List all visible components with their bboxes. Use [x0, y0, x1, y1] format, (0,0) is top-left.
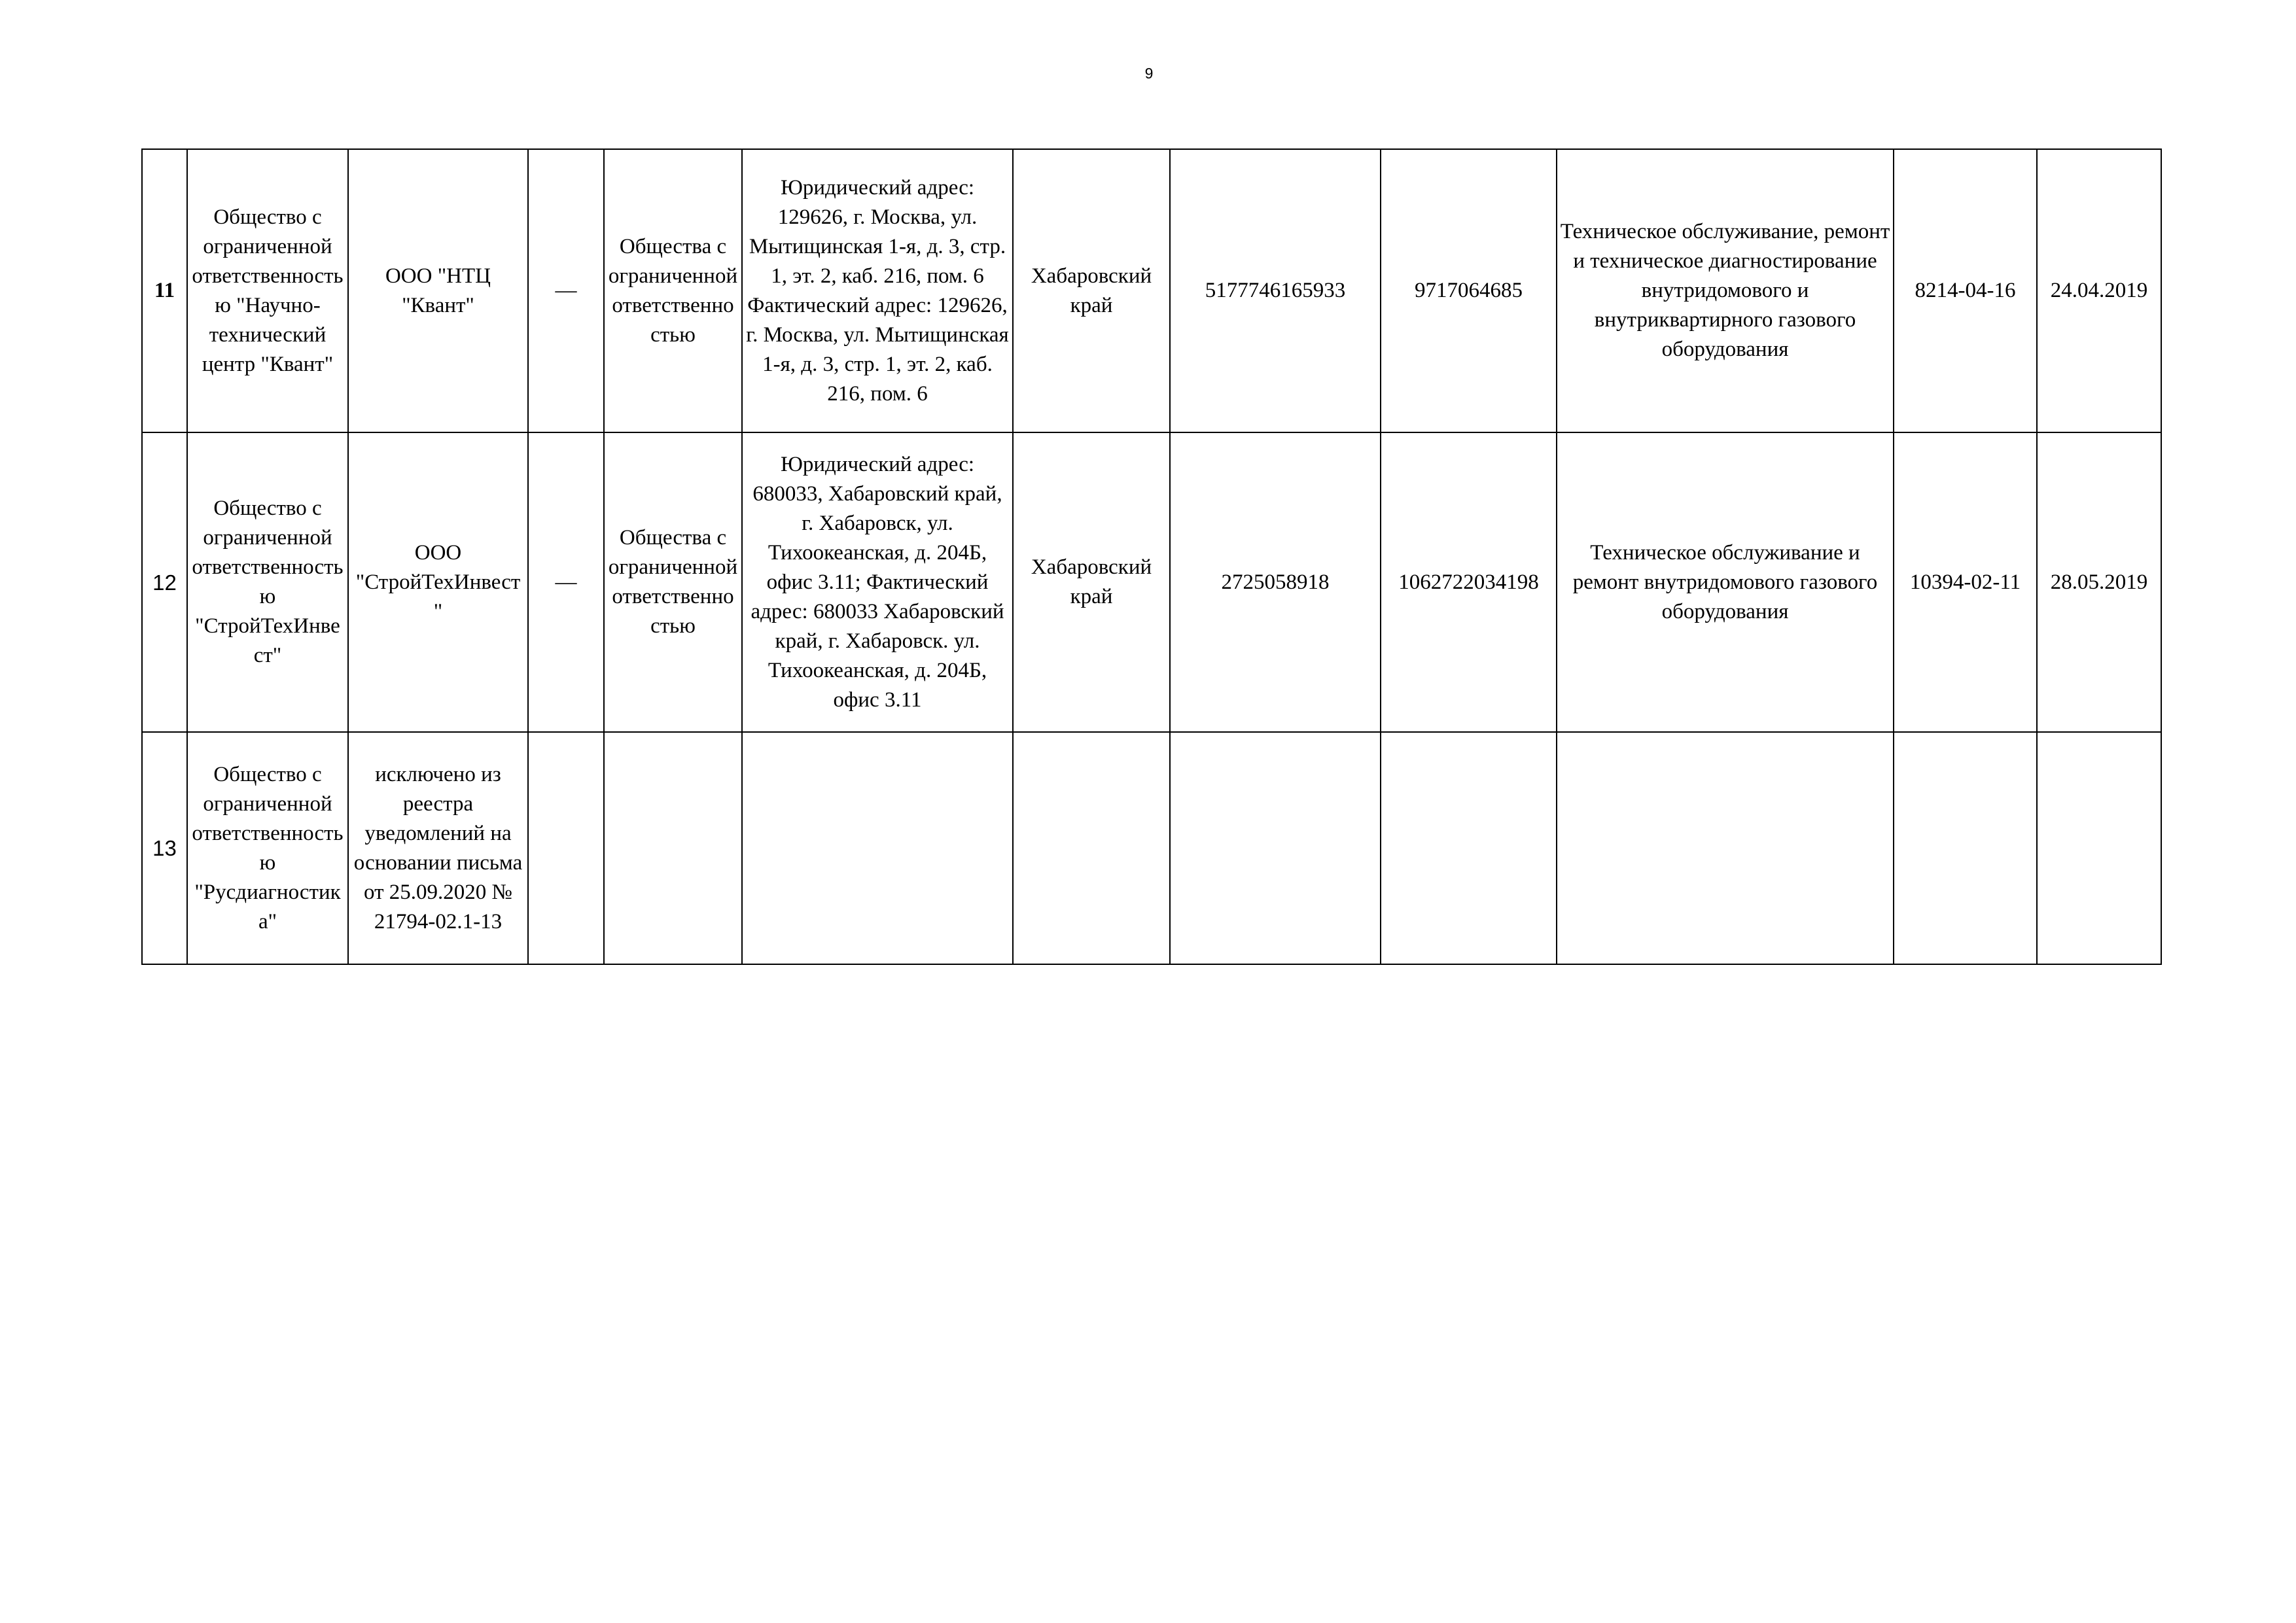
inn-cell: 9717064685 [1381, 149, 1557, 432]
date-cell: 28.05.2019 [2037, 432, 2161, 732]
brand-name-cell: — [528, 149, 604, 432]
row-number: 13 [142, 732, 187, 964]
ogrn-cell: 2725058918 [1170, 432, 1381, 732]
full-name-cell: Общество с ограниченной ответственностью "СтройТехИнвест" [187, 432, 348, 732]
reg-number-cell: 10394-02-11 [1894, 432, 2037, 732]
date-cell: 24.04.2019 [2037, 149, 2161, 432]
address-cell [742, 432, 1013, 732]
address-cell [742, 149, 1013, 432]
brand-name-cell [528, 732, 604, 964]
full-name-cell: Общество с ограниченной ответственностью "Русдиагностика" [187, 732, 348, 964]
short-name-cell: ООО "СтройТехИнвест" [348, 432, 528, 732]
region-cell: Хабаровский край [1013, 149, 1170, 432]
ogrn-cell: 5177746165933 [1170, 149, 1381, 432]
region-cell [1013, 732, 1170, 964]
date-cell [2037, 732, 2161, 964]
brand-name-cell: — [528, 432, 604, 732]
region-cell: Хабаровский край [1013, 432, 1170, 732]
table-row [142, 732, 2161, 964]
full-name-cell: Общество с ограниченной ответственностью "Научно-технический центр "Квант" [187, 149, 348, 432]
short-name-cell: исключено из реестра уведомлений на основании письма от 25.09.2020 № 21794-02.1-13 [348, 732, 528, 964]
address-cell [742, 732, 1013, 964]
table-row [142, 149, 2161, 432]
inn-cell: 1062722034198 [1381, 432, 1557, 732]
address-text: Юридический адрес: 129626, г. Москва, ул. Мытищинская 1-я, д. 3, стр. 1, эт. 2, каб. 216, пом. 6 Фактический адрес: 129626, г. Москва, ул. Мытищинская 1-я, д. 3, стр. 1, эт. 2, каб. 216, пом. 6 [746, 175, 1009, 406]
activity-cell [1557, 732, 1894, 964]
short-name-cell: ООО "НТЦ "Квант" [348, 149, 528, 432]
inn-cell [1381, 732, 1557, 964]
activity-cell: Техническое обслуживание, ремонт и техническое диагностирование внутридомового и внутриквартирного газового оборудования [1557, 149, 1894, 432]
legal-form-cell: Общества с ограниченной ответственностью [604, 149, 742, 432]
reg-number-cell: 8214-04-16 [1894, 149, 2037, 432]
registry-table [141, 148, 2162, 965]
address-text: Юридический адрес: 680033, Хабаровский край, г. Хабаровск, ул. Тихоокеанская, д. 204Б, офис 3.11; Фактический адрес: 680033 Хабаровский край, г. Хабаровск. ул. Тихоокеанская, д. 204Б, офис 3.11 [751, 452, 1004, 712]
page-number: 9 [1144, 65, 1154, 82]
activity-cell: Техническое обслуживание и ремонт внутридомового газового оборудования [1557, 432, 1894, 732]
legal-form-cell [604, 732, 742, 964]
row-number: 11 [142, 149, 187, 432]
table-row [142, 432, 2161, 732]
ogrn-cell [1170, 732, 1381, 964]
legal-form-cell: Общества с ограниченной ответственностью [604, 432, 742, 732]
reg-number-cell [1894, 732, 2037, 964]
row-number: 12 [142, 432, 187, 732]
